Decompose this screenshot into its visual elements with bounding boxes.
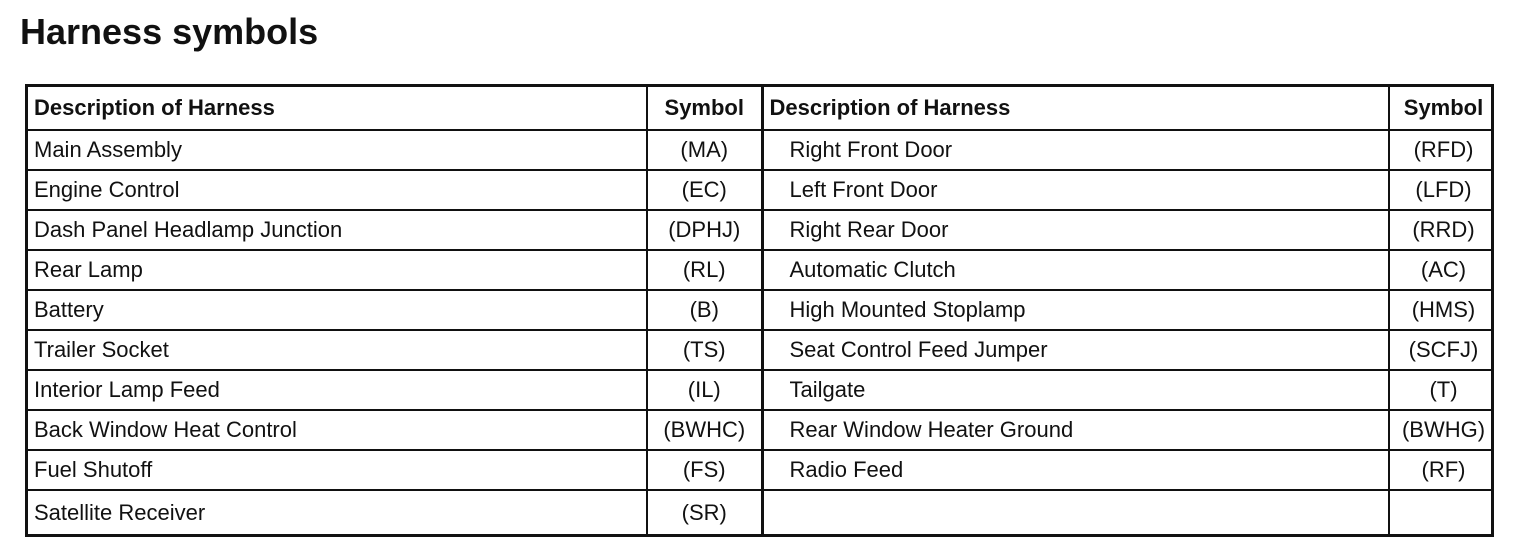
left-description-cell: Satellite Receiver (28, 490, 647, 535)
right-description-cell: Left Front Door (762, 170, 1389, 210)
header-right-description: Description of Harness (762, 87, 1389, 130)
right-symbol-cell: (SCFJ) (1389, 330, 1494, 370)
header-row (28, 87, 1494, 130)
table-row (28, 130, 1494, 170)
table-row (28, 330, 1494, 370)
left-symbol-cell: (EC) (647, 170, 762, 210)
left-symbol-cell: (B) (647, 290, 762, 330)
right-description-cell: High Mounted Stoplamp (762, 290, 1389, 330)
header-left-description: Description of Harness (28, 87, 647, 130)
right-symbol-cell: (T) (1389, 370, 1494, 410)
table-row (28, 250, 1494, 290)
table-row (28, 290, 1494, 330)
right-symbol-cell: (HMS) (1389, 290, 1494, 330)
right-symbol-cell (1389, 490, 1494, 535)
right-description-cell: Right Rear Door (762, 210, 1389, 250)
right-description-cell: Seat Control Feed Jumper (762, 330, 1389, 370)
left-description-cell: Battery (28, 290, 647, 330)
left-symbol-cell: (SR) (647, 490, 762, 535)
right-symbol-cell: (RFD) (1389, 130, 1494, 170)
left-symbol-cell: (BWHC) (647, 410, 762, 450)
right-description-cell: Tailgate (762, 370, 1389, 410)
right-symbol-cell: (LFD) (1389, 170, 1494, 210)
left-description-cell: Fuel Shutoff (28, 450, 647, 490)
right-symbol-cell: (RRD) (1389, 210, 1494, 250)
right-description-cell: Radio Feed (762, 450, 1389, 490)
left-symbol-cell: (IL) (647, 370, 762, 410)
harness-table-frame (25, 84, 1494, 537)
table-row (28, 170, 1494, 210)
left-description-cell: Back Window Heat Control (28, 410, 647, 450)
right-symbol-cell: (RF) (1389, 450, 1494, 490)
right-symbol-cell: (BWHG) (1389, 410, 1494, 450)
left-description-cell: Dash Panel Headlamp Junction (28, 210, 647, 250)
left-description-cell: Trailer Socket (28, 330, 647, 370)
table-row (28, 370, 1494, 410)
header-right-symbol: Symbol (1389, 87, 1494, 130)
left-description-cell: Rear Lamp (28, 250, 647, 290)
left-symbol-cell: (DPHJ) (647, 210, 762, 250)
table-row (28, 450, 1494, 490)
left-symbol-cell: (MA) (647, 130, 762, 170)
header-left-symbol: Symbol (647, 87, 762, 130)
right-description-cell: Rear Window Heater Ground (762, 410, 1389, 450)
page-title: Harness symbols (20, 11, 319, 52)
table-row (28, 210, 1494, 250)
left-symbol-cell: (RL) (647, 250, 762, 290)
right-description-cell: Automatic Clutch (762, 250, 1389, 290)
right-description-cell: Right Front Door (762, 130, 1389, 170)
left-description-cell: Interior Lamp Feed (28, 370, 647, 410)
left-symbol-cell: (TS) (647, 330, 762, 370)
table-row (28, 490, 1494, 535)
left-symbol-cell: (FS) (647, 450, 762, 490)
harness-table (28, 87, 1494, 535)
table-row (28, 410, 1494, 450)
right-description-cell (762, 490, 1389, 535)
left-description-cell: Engine Control (28, 170, 647, 210)
right-symbol-cell: (AC) (1389, 250, 1494, 290)
left-description-cell: Main Assembly (28, 130, 647, 170)
